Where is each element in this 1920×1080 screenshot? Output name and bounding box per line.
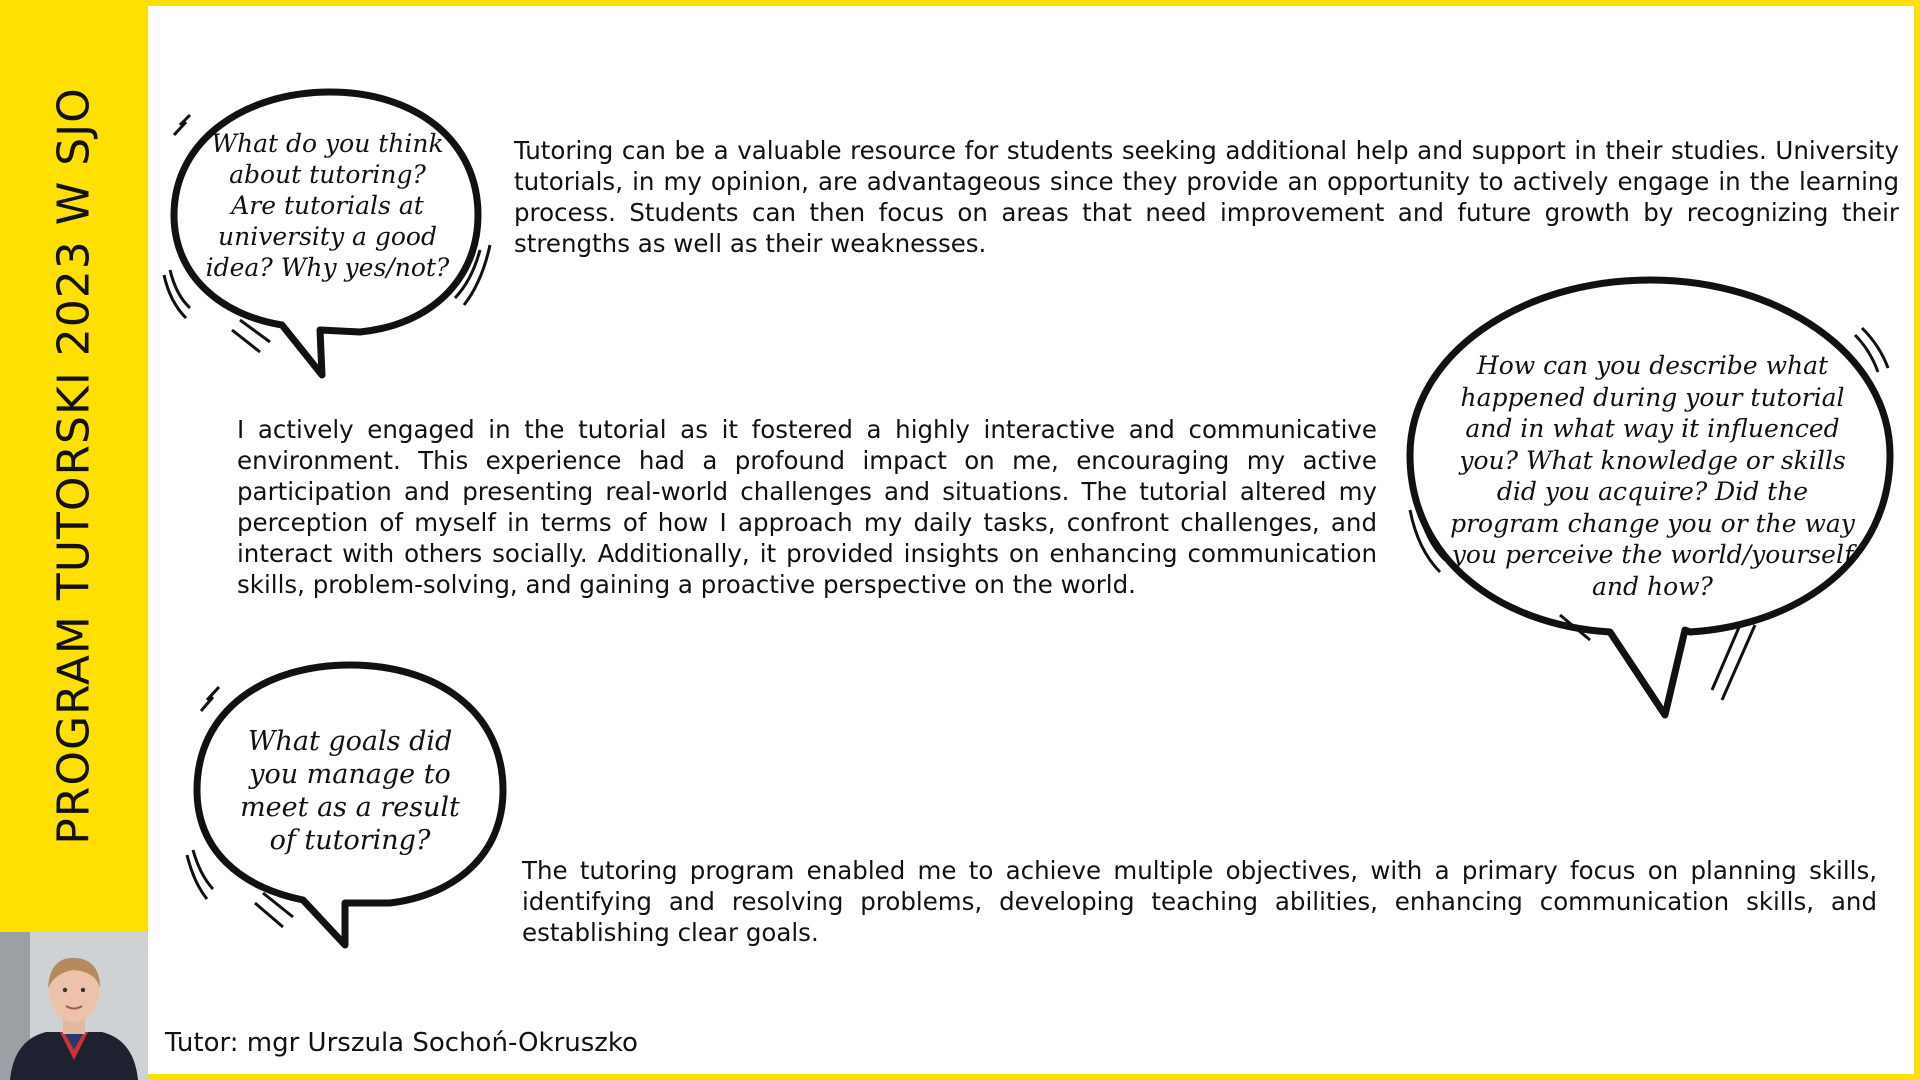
bubble-question-2: How can you describe what happened during your tutorial and in what way it influenced you? What knowledge or skills did you acquire? Did the program change you or the way you perceive the world/yourself and how?	[1450, 351, 1855, 601]
speech-bubble-2	[1400, 270, 1905, 730]
tutor-photo	[0, 932, 148, 1080]
speech-bubble-1	[160, 80, 520, 380]
sidebar-banner	[0, 0, 148, 932]
speech-bubble-3	[185, 655, 525, 955]
answer-paragraph-2: I actively engaged in the tutorial as it fostered a highly interactive and communicative environment. This experience had a profound impact on me, encouraging my active participation and presenting real-world challenges and situations. The tutorial altered my perception of myself in terms of how I approach my daily tasks, confront challenges, and interact with others socially. Additionally, it provided insights on enhancing communication skills, problem-solving, and gaining a proactive perspective on the world.	[237, 415, 1377, 599]
program-title: PROGRAM TUTORSKI 2023 W SJO	[48, 87, 100, 845]
frame-top-border	[148, 0, 1920, 6]
tutor-name-label: Tutor: mgr Urszula Sochoń-Okruszko	[165, 1028, 638, 1058]
tutor-portrait-image	[0, 932, 148, 1080]
frame-right-border	[1914, 0, 1920, 1080]
frame-bottom-border	[148, 1074, 1920, 1080]
bubble-question-3: What goals did you manage to meet as a result of tutoring?	[240, 726, 460, 856]
answer-paragraph-3: The tutoring program enabled me to achieve multiple objectives, with a primary focus on planning skills, identifying and resolving problems, developing teaching abilities, enhancing communication skills, and establishing clear goals.	[522, 856, 1877, 947]
bubble-question-1: What do you think about tutoring? Are tutorials at university a good idea? Why yes/not?	[205, 129, 450, 282]
answer-paragraph-1: Tutoring can be a valuable resource for students seeking additional help and support in their studies. University tutorials, in my opinion, are advantageous since they provide an opportunity to actively engage in the learning process. Students can then focus on areas that need improvement and future growth by recognizing their strengths as well as their weaknesses.	[514, 136, 1899, 258]
